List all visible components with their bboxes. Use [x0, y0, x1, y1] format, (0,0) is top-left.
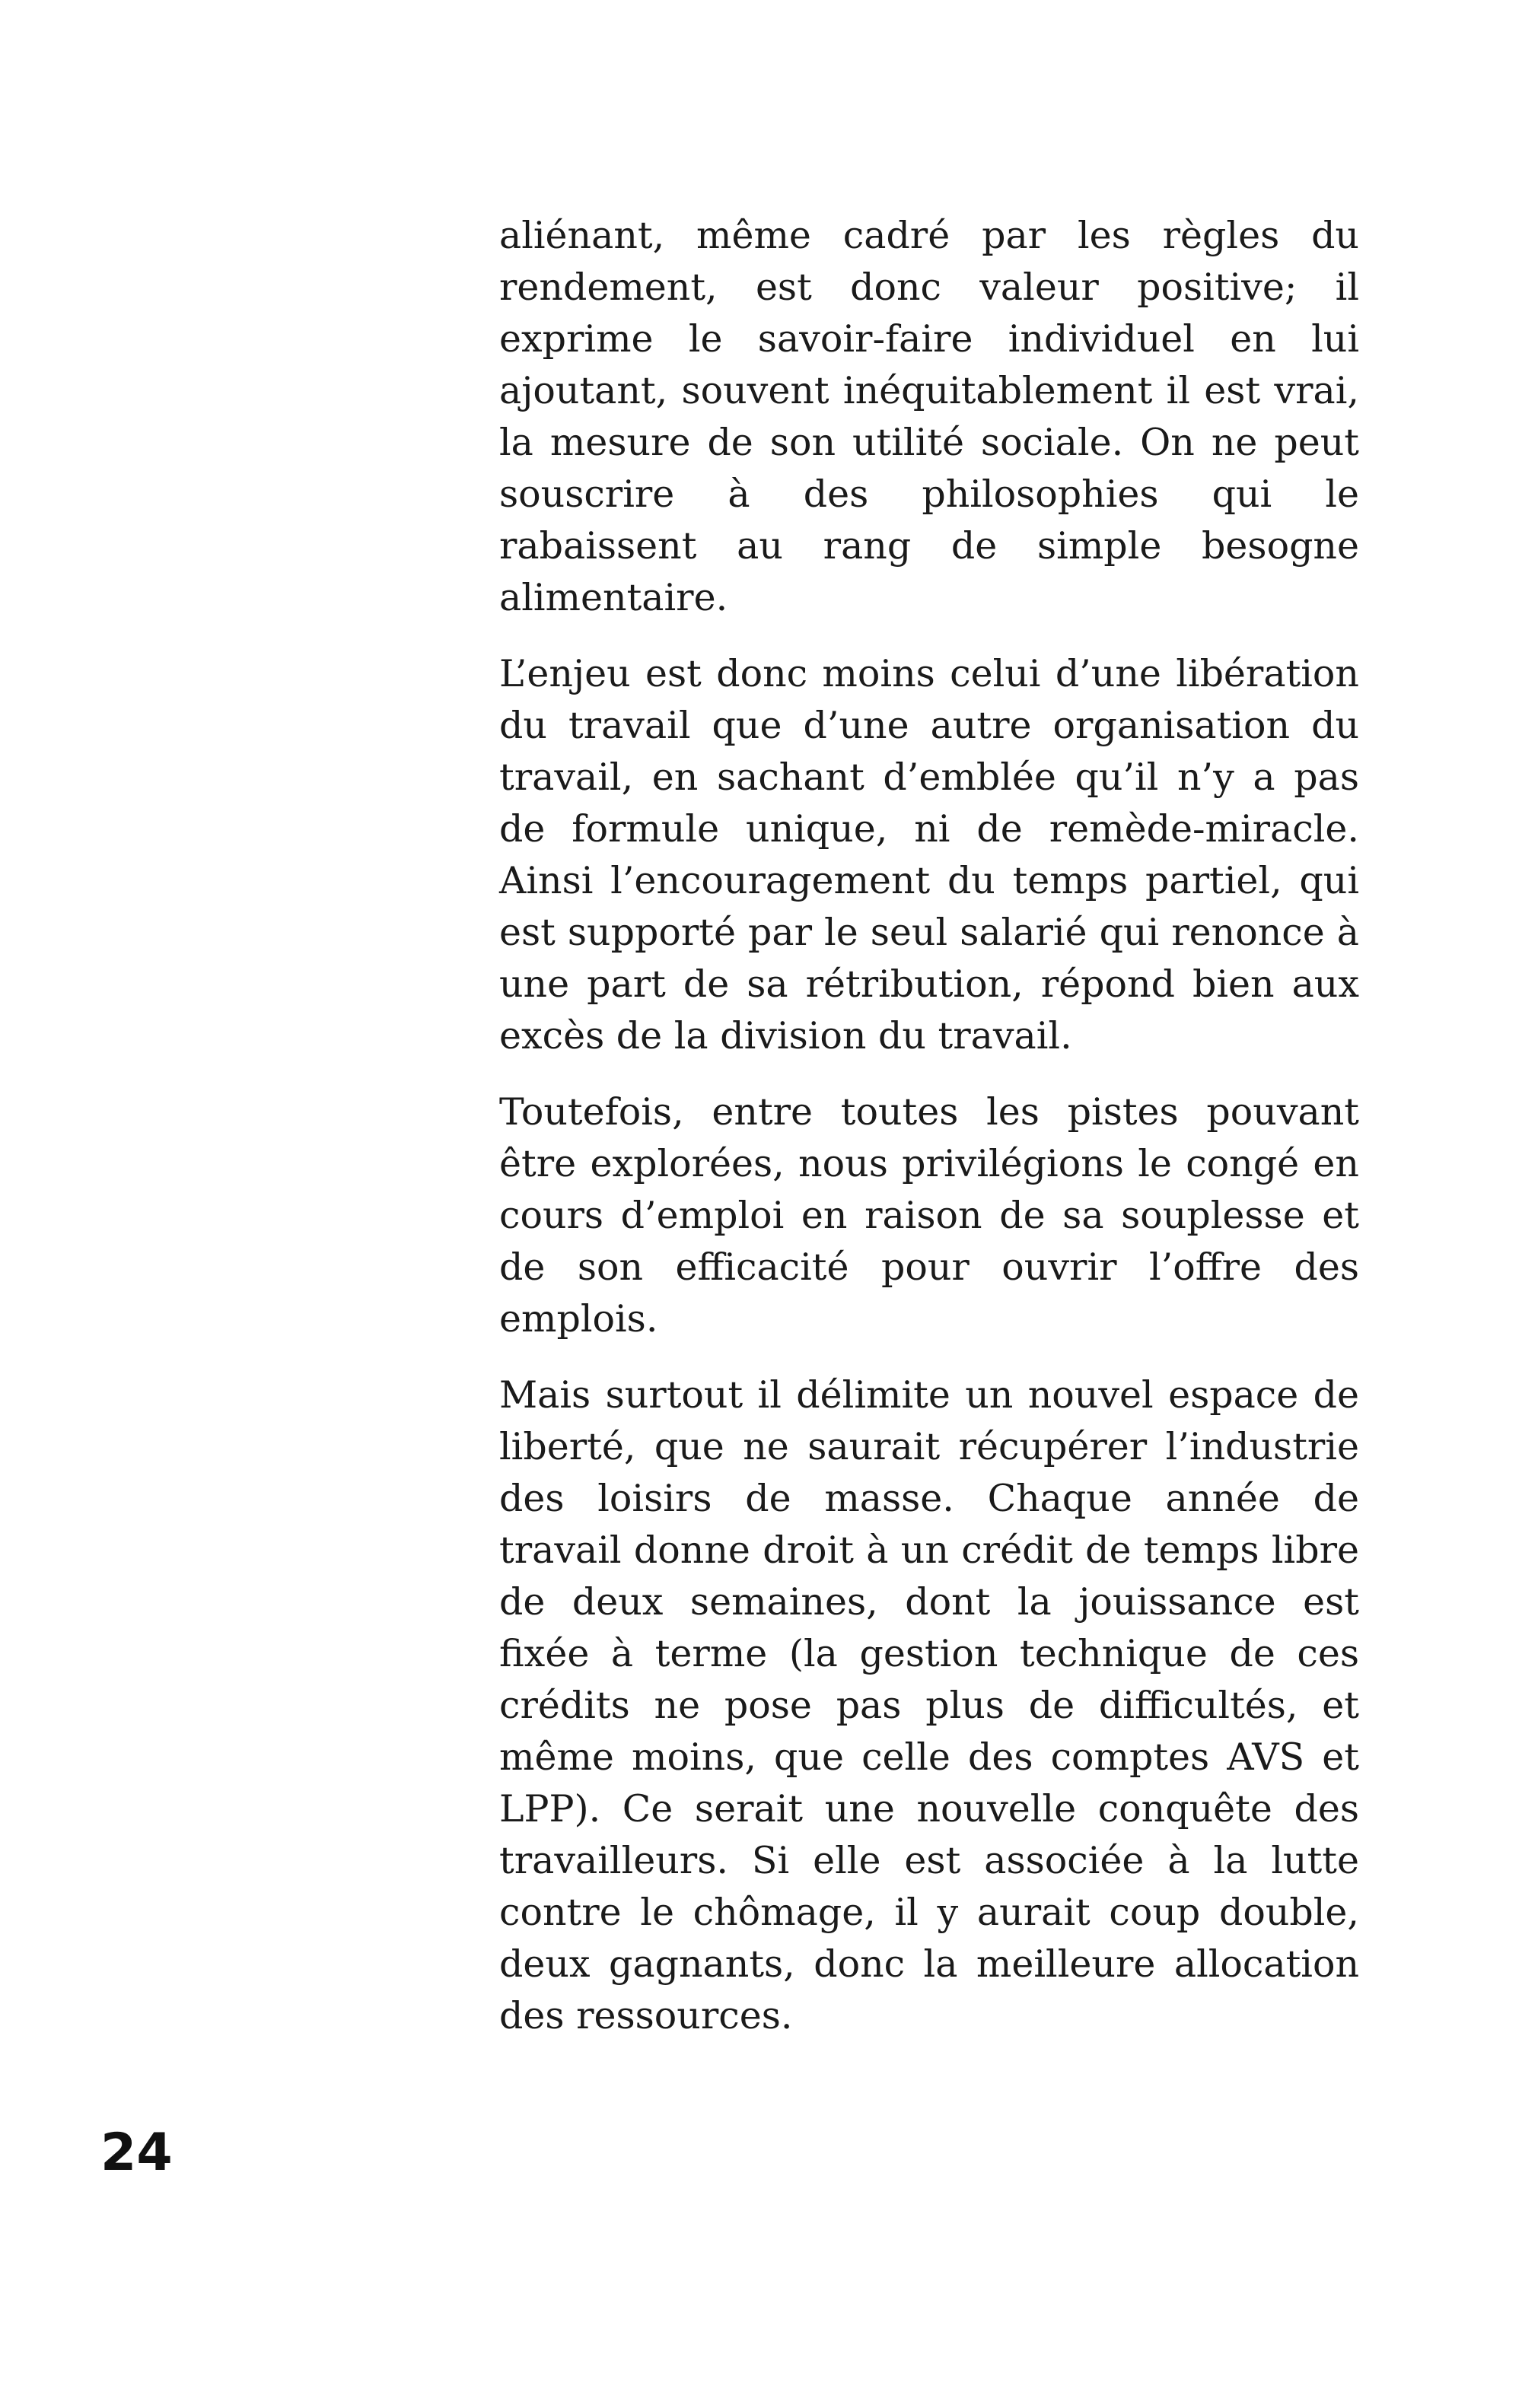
paragraph-2: L’enjeu est donc moins celui d’une libération du travail que d’une autre organisation du travail, en sachant d’emblée qu’il n’y a pas de formule unique, ni de remède-miracle. Ainsi l’encouragement du temps partiel, qui est supporté par le seul salarié qui renonce à une part de sa rétribution, répond bien aux excès de la division du travail.: [499, 652, 1359, 1058]
paragraph-4: Mais surtout il délimite un nouvel espace de liberté, que ne saurait récupérer l’industrie des loisirs de masse. Chaque année de travail donne droit à un crédit de temps libre de deux semaines, dont la jouissance est fixée à terme (la gestion technique de ces crédits ne pose pas plus de difficultés, et même moins, que celle des comptes AVS et LPP). Ce serait une nouvelle conquête des travailleurs. Si elle est associée à la lutte contre le chômage, il y aurait coup double, deux gagnants, donc la meilleure allocation des ressources.: [499, 1373, 1359, 2037]
paragraph-3: Toutefois, entre toutes les pistes pouvant être explorées, nous privilégions le congé en cours d’emploi en raison de sa souplesse et de son efficacité pour ouvrir l’offre des emplois.: [499, 1090, 1359, 1341]
text-column: [499, 210, 1359, 2066]
paragraph-1: aliénant, même cadré par les règles du rendement, est donc valeur positive; il exprime le savoir-faire individuel en lui ajoutant, souvent inéquitablement il est vrai, la mesure de son utilité sociale. On ne peut souscrire à des philosophies qui le rabaissent au rang de simple besogne alimentaire.: [499, 214, 1359, 619]
page-number: 24: [100, 2123, 173, 2183]
